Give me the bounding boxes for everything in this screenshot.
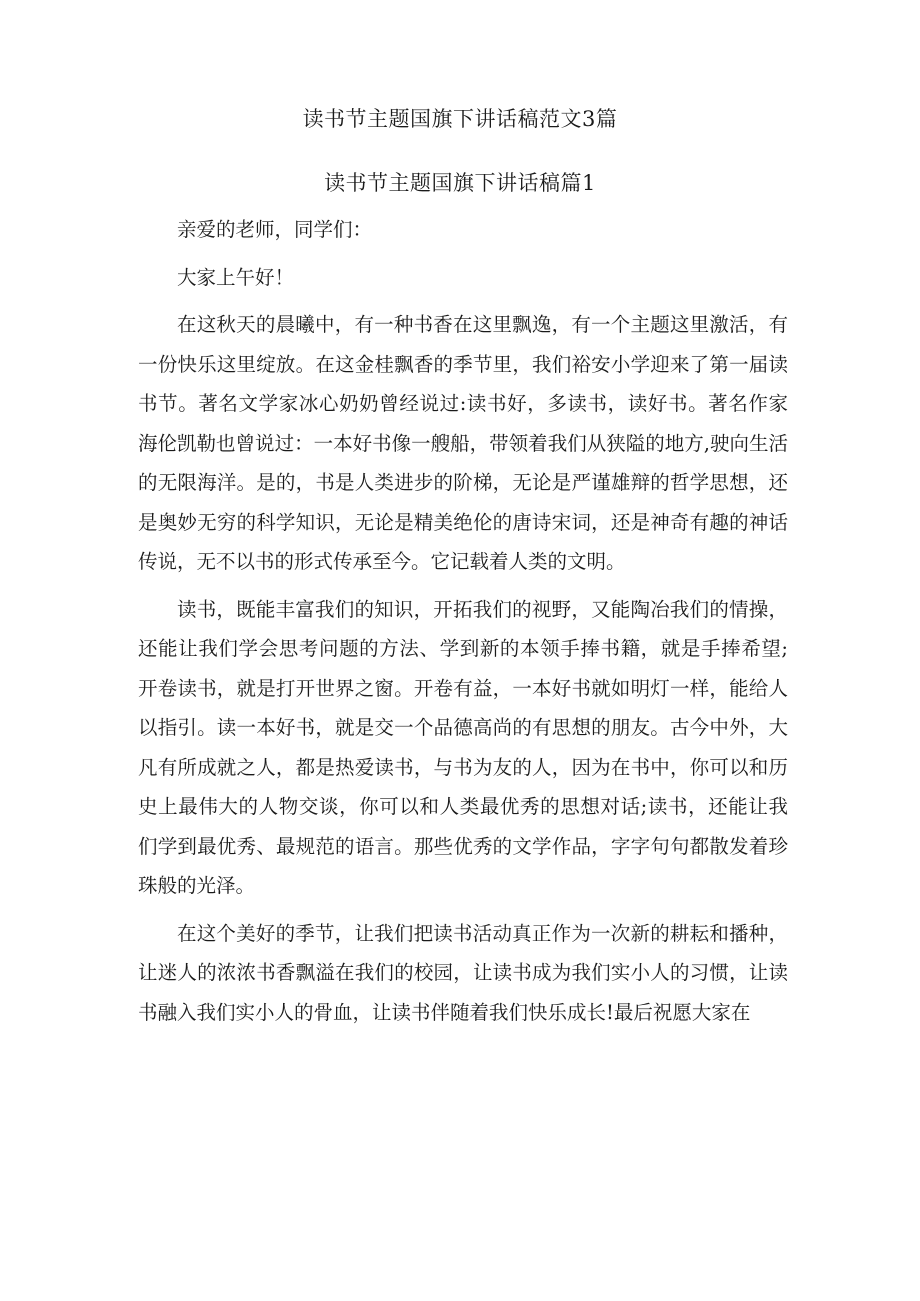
salutation-line: 亲爱的老师，同学们： [177, 218, 373, 241]
body-paragraph: 在这个美好的季节，让我们把读书活动真正作为一次新的耕耘和播种，让迷人的浓浓书香飘溢在我们的校园，让读书成为我们实小人的习惯，让读书融入我们实小人的骨血，让读书伴随着我们快乐成长!最后祝愿大家在 [138, 921, 788, 1024]
document-title: 读书节主题国旗下讲话稿范文3篇 [302, 107, 618, 131]
section-title: 读书节主题国旗下讲话稿篇1 [324, 171, 596, 195]
greeting-line: 大家上午好！ [177, 265, 295, 289]
body-paragraph: 在这秋天的晨曦中，有一种书香在这里飘逸，有一个主题这里激活，有一份快乐这里绽放。在这金桂飘香的季节里，我们裕安小学迎来了第一届读书节。著名文学家冰心奶奶曾经说过:读书好，多读书，读好书。著名作家海伦凯勒也曾说过：一本好书像一艘船，带领着我们从狭隘的地方,驶向生活的无限海洋。是的，书是人类进步的阶梯，无论是严谨雄辩的哲学思想，还是奥妙无穷的科学知识，无论是精美绝伦的唐诗宋词，还是神奇有趣的神话传说，无不以书的形式传承至今。它记载着人类的文明。 [138, 313, 788, 573]
body-paragraph: 读书，既能丰富我们的知识，开拓我们的视野，又能陶冶我们的情操，还能让我们学会思考问题的方法、学到新的本领手捧书籍，就是手捧希望;开卷读书，就是打开世界之窗。开卷有益，一本好书就如明灯一样，能给人以指引。读一本好书，就是交一个品德高尚的有思想的朋友。古今中外，大凡有所成就之人，都是热爱读书，与书为友的人，因为在书中，你可以和历史上最伟大的人物交谈，你可以和人类最优秀的思想对话;读书，还能让我们学到最优秀、最规范的语言。那些优秀的文学作品，字字句句都散发着珍珠般的光泽。 [138, 597, 788, 897]
document-body [138, 210, 788, 1032]
